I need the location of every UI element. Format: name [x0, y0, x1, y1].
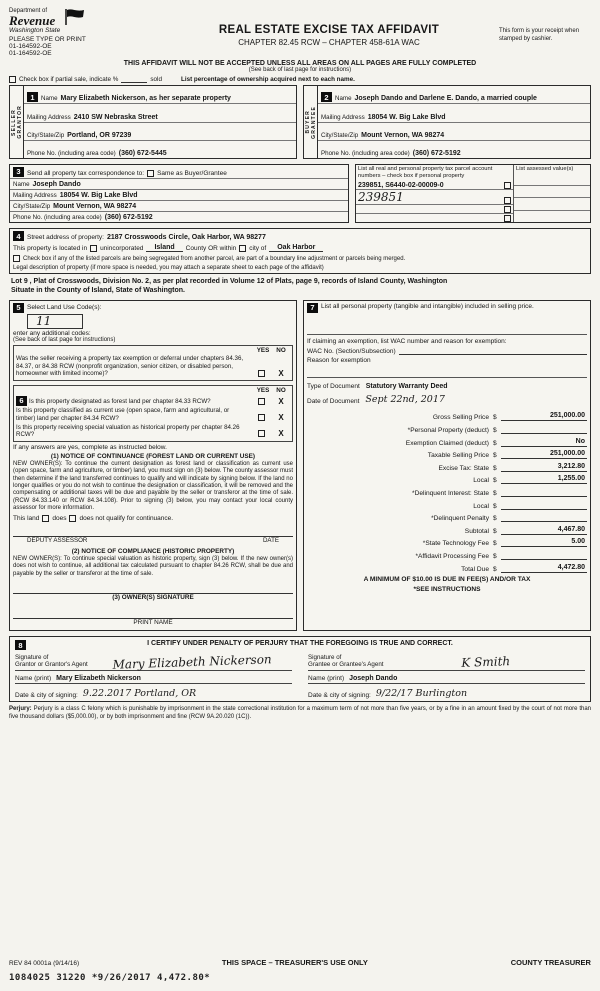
money-value-field[interactable]	[501, 513, 587, 522]
section-4-marker: 4	[13, 231, 24, 241]
correspondence-phone-row	[10, 212, 348, 222]
partial-sale-row	[9, 76, 591, 83]
correspondence-name-row	[10, 179, 348, 190]
money-row-subtotal	[307, 522, 587, 535]
date-city-label: Date & city of signing:	[308, 692, 371, 700]
located-in-label: This property is located in	[13, 245, 88, 252]
money-table	[307, 409, 587, 573]
question-2-yes-checkbox[interactable]	[258, 398, 265, 405]
buyer-address-row	[318, 104, 590, 122]
buyer-phone-row	[318, 141, 590, 158]
land-use-select-label: Select Land Use Code(s):	[27, 304, 102, 312]
buyer-csz-field[interactable]: Mount Vernon, WA 98274	[361, 131, 445, 139]
dollar-sign: $	[493, 553, 497, 560]
dollar-sign: $	[493, 414, 497, 422]
dollar-sign: $	[493, 439, 497, 447]
section-2-marker: 2	[321, 92, 332, 102]
percent-sold-field[interactable]	[121, 76, 147, 83]
mailing-address-label: Mailing Address	[27, 113, 71, 121]
question-1-row	[16, 355, 290, 377]
correspondence-name-field[interactable]: Joseph Dando	[32, 180, 81, 188]
no-label: NO	[276, 387, 286, 395]
form-footer	[9, 958, 591, 983]
perjury-lead: Perjury:	[9, 706, 32, 713]
designation-question-box	[13, 385, 293, 442]
money-value-field[interactable]	[501, 501, 587, 510]
wac-number-label: WAC No. (Section/Subsection)	[307, 347, 396, 355]
seller-address-field[interactable]: 2410 SW Nebraska Street	[73, 113, 158, 121]
assessed-value-field-4[interactable]	[514, 211, 590, 222]
seller-word: SELLER	[10, 108, 17, 136]
land-use-header	[13, 303, 293, 313]
seller-csz-field[interactable]: Portland, OR 97239	[67, 131, 132, 139]
type-of-document-label: Type of Document	[307, 382, 360, 390]
grantee-agent-label: Grantee or Grantee's Agent	[308, 661, 384, 669]
tax-correspondence-section	[9, 164, 349, 223]
grantor-signature-row	[15, 649, 292, 671]
buyer-section	[303, 85, 591, 159]
question-3-row	[16, 407, 290, 422]
same-as-buyer-label: Same as Buyer/Grantee	[157, 169, 227, 177]
assessed-value-field-2[interactable]	[514, 186, 590, 198]
signature-of-label: Signature of	[15, 653, 49, 661]
located-in-row	[13, 244, 587, 252]
question-3-no-mark[interactable]: X	[278, 413, 284, 423]
partial-sale-checkbox[interactable]	[9, 76, 16, 83]
question-3-text: Is this property classified as current use (open space, farm and agricultural, or timber) land per chapter 84.34 RCW?	[16, 407, 230, 422]
please-type-note: PLEASE TYPE OR PRINT	[9, 36, 86, 43]
rev-number: REV 84 0001a (9/14/16)	[9, 960, 80, 967]
main-two-column	[9, 300, 591, 631]
grantee-print-name-row	[308, 675, 585, 684]
legal-description-label: Legal description of property (if more space is needed, you may attach a separate sheet to each page of the affidavit)	[13, 265, 324, 271]
grantee-date-city-row	[308, 688, 585, 699]
city-of-label: city of	[249, 245, 267, 252]
grantor-signature-field[interactable]: Mary Elizabeth Nickerson	[112, 652, 272, 672]
money-row-gross	[307, 409, 587, 422]
revenue-label: Revenue	[9, 13, 56, 28]
question-4-no-cell	[272, 429, 290, 438]
money-label: *Affidavit Processing Fee	[415, 553, 489, 560]
print-name-label: PRINT NAME	[133, 619, 173, 627]
grantee-date-city-field[interactable]: 9/22/17 Burlington	[375, 688, 468, 700]
money-label: Gross Selling Price	[432, 414, 489, 422]
phone-label: Phone No. (including area code)	[13, 213, 102, 221]
money-label: Total Due	[461, 565, 489, 573]
buyer-side-label	[304, 86, 318, 158]
date-of-document-label: Date of Document	[307, 397, 360, 405]
buyer-word: BUYER	[304, 110, 311, 134]
unincorporated-label: unincorporated	[100, 245, 144, 252]
county-treasurer-label: COUNTY TREASURER	[510, 958, 591, 967]
assessed-value-field-1[interactable]	[514, 174, 590, 186]
notice-continuance-title: (1) NOTICE OF CONTINUANCE (FOREST LAND OR CURRENT USE)	[50, 452, 256, 460]
minimum-due-note: A MINIMUM OF $10.00 IS DUE IN FEE(S) AND/OR TAX	[363, 575, 531, 583]
owners-signature-label: (3) OWNER(S) SIGNATURE	[112, 594, 194, 602]
does-checkbox[interactable]	[42, 515, 49, 522]
date-of-document-row	[307, 394, 587, 405]
sold-label: sold	[150, 76, 162, 83]
correspondence-address-field[interactable]: 18054 W. Big Lake Blvd	[59, 191, 138, 199]
money-value-field[interactable]: 4,467.80	[501, 526, 587, 535]
dept-of-label: Department of	[9, 8, 48, 14]
dollar-sign: $	[493, 464, 497, 472]
money-label: Local	[473, 477, 489, 485]
grantor-signature-labels	[15, 654, 88, 670]
section-5-marker: 5	[13, 303, 24, 313]
document-number-2: 01-164592-OE	[9, 50, 52, 57]
money-label: Excise Tax: State	[438, 464, 489, 472]
money-row-taxable	[307, 447, 587, 460]
seller-phone-field[interactable]: (360) 672-5445	[118, 150, 167, 157]
question-3-yes-cell	[252, 414, 270, 422]
correspondence-csz-row	[10, 201, 348, 212]
question-1-text: Was the seller receiving a property tax exemption or deferral under chapters 84.36, 84.37, or 84.38 RCW (nonprofit organization, senior citizen, or disabled person, homeowner with limited income)?	[16, 355, 244, 378]
section-7-marker: 7	[307, 303, 318, 313]
grantor-agent-label: Grantor or Grantor's Agent	[15, 661, 88, 669]
question-2-row	[16, 396, 290, 406]
seller-csz-row	[24, 123, 296, 141]
question-3-no-cell	[272, 413, 290, 422]
mailing-address-label: Mailing Address	[321, 113, 365, 121]
dollar-sign: $	[493, 540, 497, 548]
section-3-marker: 3	[13, 167, 24, 177]
date-of-document-field[interactable]: Sept 22nd, 2017	[365, 393, 445, 405]
phone-label: Phone No. (including area code)	[27, 150, 116, 157]
dollar-sign: $	[493, 565, 497, 573]
exemption-claim-label: If claiming an exemption, list WAC number and reason for exemption:	[307, 337, 507, 345]
certification-statement: I CERTIFY UNDER PENALTY OF PERJURY THAT THE FOREGOING IS TRUE AND CORRECT.	[147, 640, 453, 648]
money-label: Local	[473, 502, 489, 510]
correspondence-intro-row	[10, 165, 348, 179]
form-title: REAL ESTATE EXCISE TAX AFFIDAVIT	[218, 24, 440, 36]
buyer-phone-field[interactable]: (360) 672-5192	[412, 150, 461, 157]
money-value-field[interactable]	[501, 425, 587, 434]
segregated-label: Check box if any of the listed parcels are being segregated from another parcel, are part of a boundary line adjustment or parcels being merged.	[23, 256, 406, 262]
reason-blank-field[interactable]	[307, 364, 587, 378]
city-field[interactable]: Oak Harbor	[269, 244, 323, 252]
correspondence-intro-label: Send all property tax correspondence to:	[27, 169, 145, 177]
type-of-document-row	[307, 383, 587, 390]
section-1-marker: 1	[27, 92, 38, 102]
money-row-exemption	[307, 434, 587, 447]
assessed-value-field-3[interactable]	[514, 198, 590, 210]
date-label: DATE	[262, 537, 279, 545]
seller-side-label	[10, 86, 24, 158]
print-name-field[interactable]	[13, 603, 293, 619]
parcel-row-1	[356, 180, 513, 189]
money-label: Exemption Claimed (deduct)	[405, 439, 489, 447]
question-1-no-cell	[272, 369, 290, 378]
this-land-label: This land	[13, 515, 40, 523]
name-label: Name	[41, 95, 58, 103]
reason-for-exemption-label: Reason for exemption	[307, 356, 371, 364]
name-label: Name	[335, 95, 352, 103]
title-block	[159, 8, 499, 47]
parcel-numbers-section	[355, 164, 591, 223]
money-label: Subtotal	[464, 527, 489, 535]
land-use-code-value: 11	[36, 313, 52, 328]
land-use-see-back-note: (See back of last page for instructions)	[13, 336, 116, 343]
city-state-zip-label: City/State/Zip	[27, 131, 65, 139]
dor-logo	[9, 8, 159, 34]
seller-phone-row	[24, 141, 296, 158]
phone-label: Phone No. (including area code)	[321, 150, 410, 157]
question-1-no-mark[interactable]: X	[278, 368, 284, 378]
parcel-number-field-1[interactable]: 239851, S6440-02-00009-0	[358, 181, 444, 189]
exemption-question-box	[13, 345, 293, 381]
buyer-name-field[interactable]: Joseph Dando and Darlene E. Dando, a married couple	[354, 95, 537, 103]
does-not-checkbox[interactable]	[69, 515, 76, 522]
seller-address-row	[24, 104, 296, 122]
ownership-percent-note: List percentage of ownership acquired next to each name.	[180, 76, 355, 83]
owners-signature-field[interactable]	[13, 578, 293, 594]
grantor-date-city-row	[15, 688, 292, 699]
cashier-stamp: 1084025 31220 *9/26/2017 4,472.80*	[9, 973, 211, 983]
type-of-document-field[interactable]: Statutory Warranty Deed	[365, 382, 448, 390]
dollar-sign: $	[493, 527, 497, 535]
money-row-tech-fee	[307, 535, 587, 548]
money-value-field[interactable]: 251,000.00	[501, 450, 587, 459]
money-value-field[interactable]	[501, 488, 587, 497]
money-row-personal-property	[307, 421, 587, 434]
does-label: does	[52, 515, 67, 523]
dollar-sign: $	[493, 477, 497, 485]
parcel-numbers-header: List all real and personal property tax parcel account numbers – check box if personal property	[358, 166, 493, 179]
money-row-delinquent-interest-state	[307, 484, 587, 497]
parcel-row-2	[356, 190, 513, 205]
same-as-buyer-checkbox[interactable]	[147, 170, 154, 177]
receipt-note: This form is your receipt when stamped by cashier.	[499, 28, 580, 42]
document-number-1: 01-164592-OE	[9, 43, 52, 50]
certification-header	[15, 639, 585, 649]
yes-no-header	[16, 387, 290, 394]
dollar-sign: $	[493, 427, 497, 435]
dollar-sign: $	[493, 502, 497, 510]
legal-description-line-1: Lot 9 , Plat of Crosswoods, Division No. 2, as per plat recorded in Volume 12 of Plats, page 9, records of Island County, Washington	[11, 278, 448, 285]
certification-section	[9, 636, 591, 702]
correspondence-address-row	[10, 190, 348, 201]
unincorporated-checkbox[interactable]	[90, 245, 97, 252]
money-label: *State Technology Fee	[422, 540, 489, 548]
land-use-column	[9, 300, 297, 631]
question-2-no-mark[interactable]: X	[278, 396, 284, 406]
segregated-checkbox[interactable]	[13, 255, 20, 262]
correspondence-phone-field[interactable]: (360) 672-5192	[104, 213, 153, 221]
question-4-text: Is this property receiving special valuation as historical property per chapter 84.26 RCW?	[16, 423, 240, 438]
money-value-field[interactable]: 3,212.80	[501, 463, 587, 472]
warning-line: THIS AFFIDAVIT WILL NOT BE ACCEPTED UNLESS ALL AREAS ON ALL PAGES ARE FULLY COMPLETED	[123, 60, 477, 67]
name-print-label: Name (print)	[308, 675, 345, 683]
grantor-print-name-field[interactable]: Mary Elizabeth Nickerson	[56, 675, 141, 683]
no-label: NO	[276, 346, 286, 354]
question-1-yes-cell	[252, 370, 270, 378]
street-address-field[interactable]: 2187 Crosswoods Circle, Oak Harbor, WA 98277	[106, 234, 266, 241]
county-or-within-label: County OR within	[185, 245, 237, 252]
question-2-no-cell	[272, 397, 290, 406]
dor-logo-text	[9, 8, 60, 34]
money-label: *Delinquent Penalty	[431, 515, 489, 523]
city-checkbox[interactable]	[239, 245, 246, 252]
buyer-name-row	[318, 86, 590, 104]
grantor-date-city-field[interactable]: 9.22.2017 Portland, OR	[82, 688, 197, 700]
yes-label: YES	[256, 346, 270, 354]
section-8-marker: 8	[15, 640, 26, 650]
assessed-values-header: List assessed value(s)	[516, 166, 574, 172]
money-row-delinquent-interest-local	[307, 497, 587, 510]
question-4-yes-cell	[252, 430, 270, 438]
washington-state-label: Washington State	[9, 27, 61, 34]
question-4-no-mark[interactable]: X	[278, 429, 284, 439]
question-3-yes-checkbox[interactable]	[258, 414, 265, 421]
partial-sale-label: Check box if partial sale, indicate %	[19, 76, 119, 83]
personal-property-header	[307, 303, 587, 313]
flag-icon	[63, 8, 87, 28]
city-state-zip-label: City/State/Zip	[321, 131, 359, 139]
money-row-total-due	[307, 560, 587, 573]
parcel-number-field-2[interactable]: 239851	[358, 189, 404, 204]
notice-continuance-body: NEW OWNER(S): To continue the current designation as forest land or classification as current use (open space, farm and agriculture, or timber) land, you must sign on (3) below. The county assessor must then determine if the land transferred continues to qualify and will indicate by signing below. If the land no longer qualifies or you do not wish to continue the designation or classification, it will be removed and the compensating or additional taxes will be due and payable by the seller or transferor at the time of sale. (RCW 84.33.140 or RCW 84.34.108). Prior to signing (3) below, you may contact your local county assessor for more information.	[13, 460, 293, 511]
personal-property-label: List all personal property (tangible and intangible) included in selling price.	[321, 302, 534, 310]
legal-description	[11, 277, 589, 296]
dollar-sign: $	[493, 452, 497, 460]
correspondence-csz-field[interactable]: Mount Vernon, WA 98274	[53, 202, 137, 210]
date-city-label: Date & city of signing:	[15, 692, 78, 700]
grantee-print-name-field[interactable]: Joseph Dando	[349, 675, 398, 683]
money-value-field[interactable]: 251,000.00	[501, 412, 587, 421]
street-address-label: Street address of property:	[27, 234, 104, 241]
grantor-word: GRANTOR	[16, 105, 23, 139]
seller-section	[9, 85, 297, 159]
grantor-print-name-row	[15, 675, 292, 684]
signature-of-label: Signature of	[308, 653, 342, 661]
see-back-note: (See back of last page for instructions)	[248, 67, 352, 73]
question-2-text: Is this property designated as forest land per chapter 84.33 RCW?	[29, 398, 211, 406]
deputy-assessor-label: DEPUTY ASSESSOR	[27, 537, 88, 545]
personal-property-column	[303, 300, 591, 631]
legal-description-line-2: Situate in the County of Island, State of Washington.	[11, 287, 185, 295]
personal-property-checkbox-1[interactable]	[504, 182, 511, 189]
deputy-assessor-labels	[13, 537, 293, 544]
money-row-delinquent-penalty	[307, 510, 587, 523]
question-4-row	[16, 424, 290, 439]
header-left	[9, 8, 159, 57]
form-subtitle: CHAPTER 82.45 RCW – CHAPTER 458-61A WAC	[238, 38, 420, 47]
money-value-field[interactable]: 1,255.00	[501, 475, 587, 484]
dollar-sign: $	[493, 515, 497, 523]
see-instructions-note: *SEE INSTRUCTIONS	[413, 585, 481, 593]
deputy-assessor-signature-field[interactable]	[13, 525, 293, 537]
personal-property-checkbox-3[interactable]	[504, 206, 511, 213]
segregated-row	[13, 255, 587, 262]
street-address-row	[13, 231, 587, 241]
does-not-label: does not qualify for continuance.	[79, 515, 174, 523]
dollar-sign: $	[493, 490, 497, 498]
parcel-row-3	[356, 205, 513, 214]
form-header	[9, 8, 591, 57]
wac-row	[307, 347, 587, 355]
land-use-code-field[interactable]	[27, 314, 83, 329]
question-2-yes-cell	[252, 398, 270, 406]
money-value-field[interactable]: 4,472.80	[501, 564, 587, 573]
continuance-qualify-row	[13, 515, 293, 522]
money-label: Taxable Selling Price	[427, 452, 489, 460]
money-value-field[interactable]	[501, 551, 587, 560]
property-section	[9, 228, 591, 274]
wac-number-field[interactable]	[399, 347, 587, 355]
notice-compliance-body: NEW OWNER(S): To continue special valuation as historic property, sign (3) below. If the new owner(s) does not wish to continue, all additional tax calculated pursuant to chapter 84.26 RCW, shall be due and payable by the seller or transferor at the time of sale.	[13, 556, 293, 577]
buyer-csz-row	[318, 123, 590, 141]
certification-grid	[15, 649, 585, 699]
buyer-address-field[interactable]: 18054 W. Big Lake Blvd	[367, 113, 446, 121]
money-row-excise-state	[307, 459, 587, 472]
notice-compliance-title: (2) NOTICE OF COMPLIANCE (HISTORIC PROPERTY)	[71, 548, 235, 556]
legal-description-label-row	[13, 265, 587, 271]
personal-property-blank-field[interactable]	[307, 313, 587, 335]
city-state-zip-label: City/State/Zip	[13, 202, 51, 210]
additional-codes-label: enter any additional codes:	[13, 329, 91, 337]
correspondence-parcels-row	[9, 164, 591, 223]
money-label: *Delinquent Interest: State	[412, 490, 489, 498]
grantee-signature-field[interactable]: K Smith	[461, 654, 511, 670]
mailing-address-label: Mailing Address	[13, 191, 57, 199]
personal-property-checkbox-2[interactable]	[504, 197, 511, 204]
parties-row	[9, 85, 591, 159]
treasurer-space-label: THIS SPACE – TREASURER'S USE ONLY	[221, 958, 368, 967]
parcel-row-4	[356, 214, 513, 222]
section-6-marker: 6	[16, 396, 27, 406]
name-print-label: Name (print)	[15, 675, 52, 683]
perjury-text: Perjury is a class C felony which is punishable by imprisonment in the state correctional institution for a maximum term of not more than five years, or by a fine in an amount fixed by the court of not more than five thousand dollars ($5,000.00), or by both imprisonment and fine (RCW 9A.20.020 (1C)).	[9, 706, 591, 720]
county-field[interactable]: Island	[146, 244, 182, 252]
question-4-yes-checkbox[interactable]	[258, 430, 265, 437]
money-row-processing-fee	[307, 547, 587, 560]
grantee-signature-labels	[308, 654, 383, 670]
seller-name-field[interactable]: Mary Elizabeth Nickerson, as her separate property	[60, 95, 231, 103]
money-value-field[interactable]: No	[501, 438, 587, 447]
if-yes-note: If any answers are yes, complete as instructed below.	[13, 443, 167, 451]
money-value-field[interactable]: 5.00	[501, 538, 587, 547]
question-1-yes-checkbox[interactable]	[258, 370, 265, 377]
seller-name-row	[24, 86, 296, 104]
grantee-word: GRANTEE	[310, 105, 317, 139]
name-label: Name	[13, 180, 30, 188]
perjury-notice	[9, 706, 591, 722]
grantee-signature-row	[308, 649, 585, 671]
yes-no-header	[16, 347, 290, 354]
money-label: *Personal Property (deduct)	[407, 427, 489, 435]
personal-property-checkbox-4[interactable]	[504, 215, 511, 222]
money-row-excise-local	[307, 472, 587, 485]
yes-label: YES	[256, 387, 270, 395]
